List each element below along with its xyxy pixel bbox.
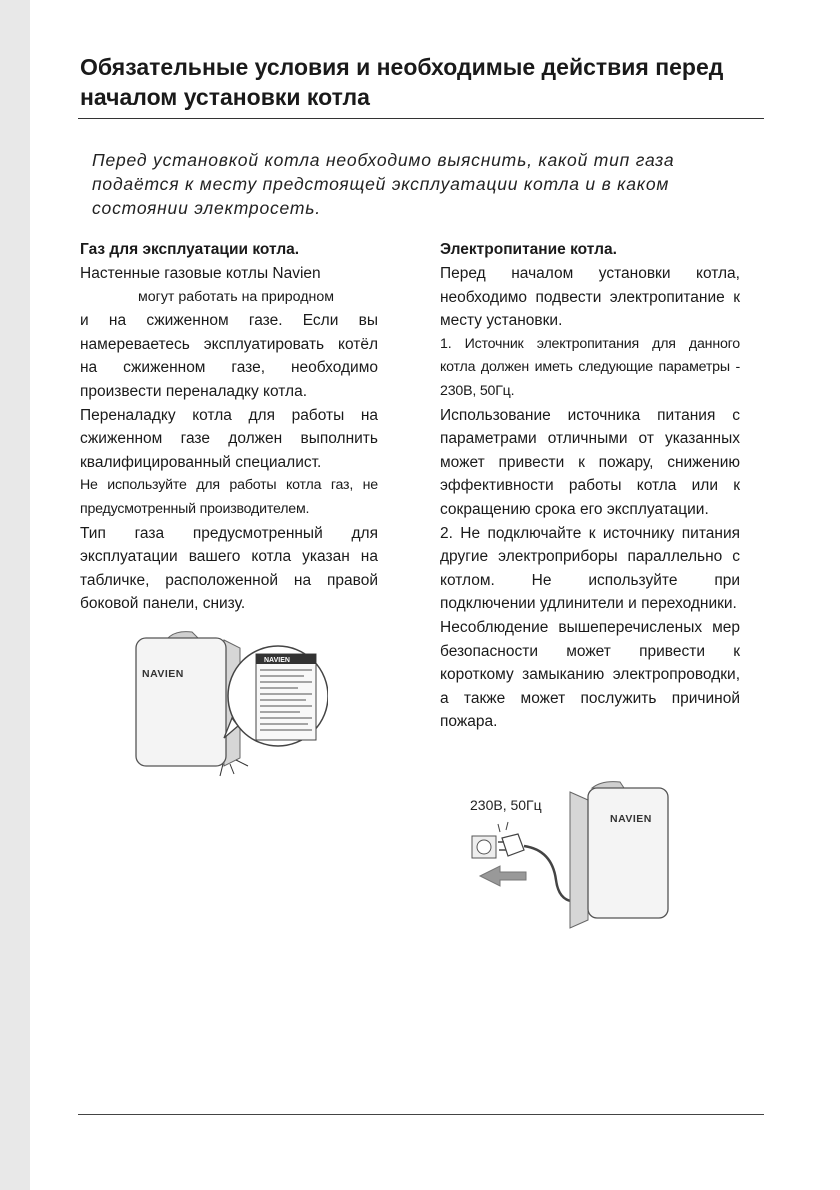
gas-section xyxy=(80,238,378,616)
voltage-label: 230В, 50Гц xyxy=(470,797,542,813)
boiler-rating-plate-illustration xyxy=(128,626,328,782)
power-paragraph-1: Перед началом установки котла, необходимо подвести электропитание к месту установки. xyxy=(440,265,740,330)
page-side-band xyxy=(0,0,30,1190)
gas-paragraph-1b: могут работать на природном xyxy=(138,288,334,305)
gas-paragraph-2: Переналадку котла для работы на сжиженном газе должен выполнить квалифицированный специалист. xyxy=(80,406,378,471)
page-title: Обязательные условия и необходимые действия перед началом установки котла xyxy=(80,54,724,110)
power-requirement-1: 1. Источник электропитания для данного котла должен иметь следующие параметры - 230В, 50Гц. xyxy=(440,335,740,399)
boiler-power-connection-illustration xyxy=(452,780,674,930)
boiler-brand-logo-right: NAVIEN xyxy=(610,813,652,825)
boiler-brand-logo: NAVIEN xyxy=(142,668,184,680)
power-warning: Несоблюдение вышеперечисленых мер безопасности может привести к короткому замыканию электропроводки, а также может послужить причиной пожара. xyxy=(440,618,740,731)
gas-warning: Не используйте для работы котла газ, не предусмотренный производителем. xyxy=(80,477,378,517)
power-heading: Электропитание котла. xyxy=(440,241,617,258)
gas-paragraph-4: Тип газа предусмотренный для эксплуатации вашего котла указан на табличке, расположенной на правой боковой панели, снизу. xyxy=(80,524,378,613)
gas-heading: Газ для эксплуатации котла. xyxy=(80,241,300,258)
plate-brand-logo: NAVIEN xyxy=(264,657,290,664)
gas-paragraph-1c: и на сжиженном газе. Если вы намереваетесь эксплуатировать котёл на сжиженном газе, необходимо произвести переналадку котла. xyxy=(80,312,378,400)
intro-paragraph: Перед установкой котла необходимо выяснить, какой тип газа подаётся к месту предстоящей эксплуатации котла и в каком состоянии электросеть. xyxy=(92,150,675,218)
power-section xyxy=(440,238,740,734)
title-divider xyxy=(78,118,764,119)
footer-divider xyxy=(78,1114,764,1115)
power-paragraph-3: Использование источника питания с параметрами отличными от указанных может привести к пожару, снижению эффективности работы котла или к сокращению срока его эксплуатации. xyxy=(440,406,740,518)
power-requirement-2: 2. Не подключайте к источнику питания другие электроприборы параллельно с котлом. Не используйте при подключении удлинители и переходники. xyxy=(440,524,740,613)
gas-paragraph-1a: Настенные газовые котлы Navien xyxy=(80,265,321,282)
